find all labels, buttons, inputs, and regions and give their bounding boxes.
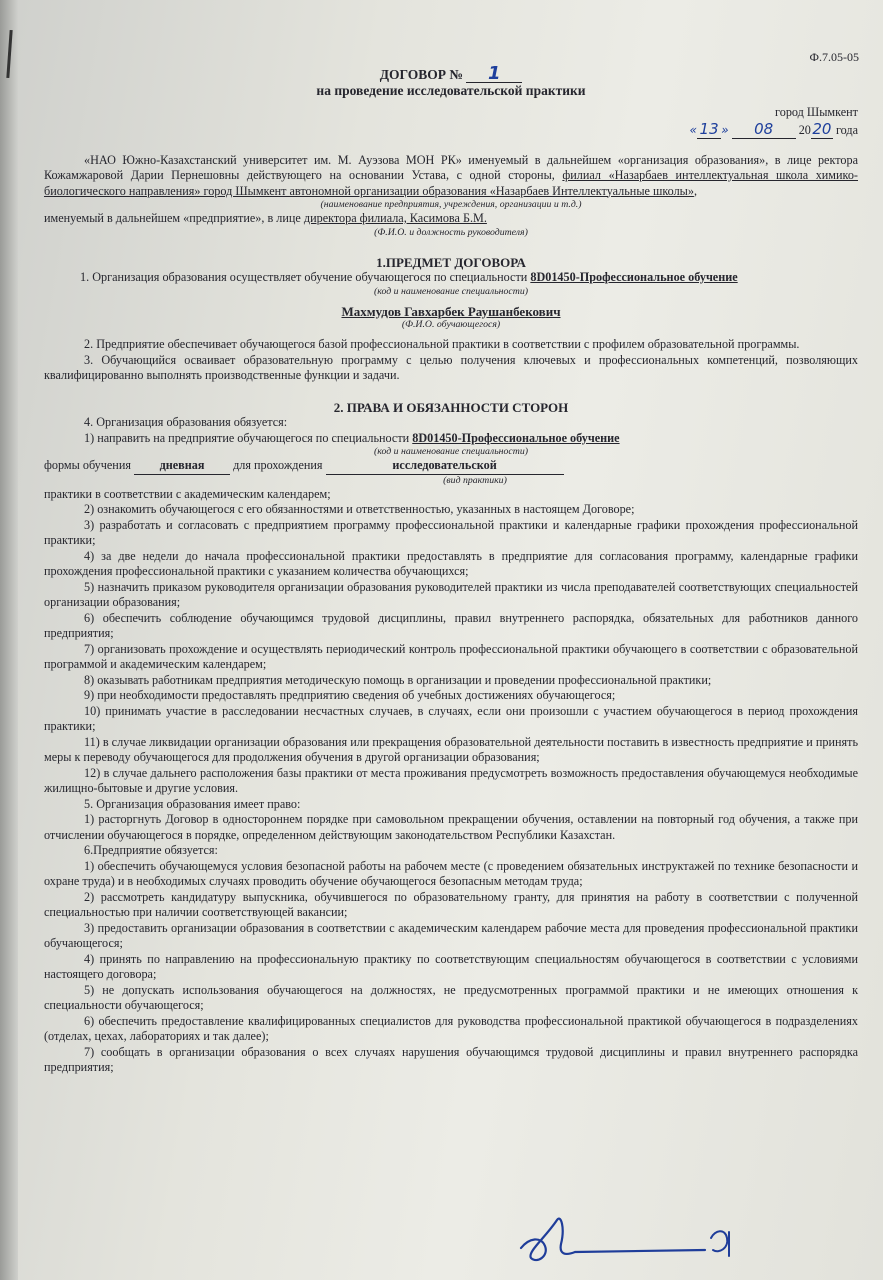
section-2-sub-9: 9) при необходимости предоставлять предприятию сведения об учебных достижениях обучающегося; xyxy=(84,688,616,702)
section-2-sub-1 xyxy=(44,431,858,447)
section-2-sub-11: 11) в случае ликвидации организации образования или прекращения образовательной деятельности поставить в известность предприятие и принять меры к переводу обучающегося для продолжения обучения в другой организации образования; xyxy=(44,734,858,764)
contract-title xyxy=(44,63,858,84)
preamble-text: «НАО Южно-Казахстанский университет им. М. Ауэзова МОН РК» именуемый в дальнейшем «организация образования», в лице ректора Кожамжаровой Дарии Пернешовны действующего на основании Устава, с одной стороны, xyxy=(44,152,858,182)
section-2-item-6-sub-1: 1) обеспечить обучающемуся условия безопасной работы на рабочем месте (с проведением обязательных инструктажей по технике безопасности и охране труда) и в необходимых случаях проводить обучение обучающегося безопасным методам труда; xyxy=(44,858,858,888)
section-2-item-6-sub-5: 5) не допускать использования обучающегося на должностях, не предусмотренных программой практики и не имеющих отношения к специальности обучающегося; xyxy=(44,982,858,1012)
year-prefix: 20 xyxy=(798,123,811,137)
preamble-representative xyxy=(44,211,858,227)
section-2-item-6-sub-2: 2) рассмотреть кандидатуру выпускника, обучившегося по образовательному гранту, для принятия на работу в соответствии с полученной специальностью при наличии соответствующей вакансии; xyxy=(44,889,858,919)
city: город Шымкент xyxy=(775,104,858,119)
section-2-sub-4: 4) за две недели до начала профессиональной практики предоставлять в предприятие для согласования программу, календарные графики прохождения профессиональной практики с указанием количества обучающихся; xyxy=(44,548,858,578)
sub1-tail: практики в соответствии с академическим календарем; xyxy=(44,486,331,501)
practice-type: исследовательской xyxy=(326,458,564,475)
section-2-item-6-sub-6: 6) обеспечить предоставление квалифицированных специалистов для руководства профессиональной практикой обучающегося в подразделениях (отделах, цехах, лабораториях и так далее); xyxy=(44,1013,858,1043)
section-2-sub-12: 12) в случае дальнего расположения базы практики от места проживания предусмотреть возможность предоставления обучающемуся необходимые жилищно-бытовые и другие условия. xyxy=(44,765,858,795)
section-1-item-1 xyxy=(44,270,858,286)
sub1-text: 1) направить на предприятие обучающегося по специальности xyxy=(84,430,413,445)
section-2-item-6-sub-3: 3) предоставить организации образования в соответствии с академическим календарем рабочие места для проведения профессиональной практики обучающегося; xyxy=(44,920,858,950)
date-close-quote: » xyxy=(721,123,729,137)
date-day: 13 xyxy=(697,122,721,139)
section-2-item-4: 4. Организация образования обязуется: xyxy=(84,415,288,429)
form-label: формы обучения xyxy=(44,458,131,472)
section-2-sub-6: 6) обеспечить соблюдение обучающимся трудовой дисциплины, правил внутреннего распорядка, обязательных для работников данного предприятия; xyxy=(44,610,858,640)
contract-body xyxy=(44,50,858,1076)
date-open-quote: « xyxy=(689,123,698,137)
contract-date xyxy=(44,122,858,139)
section-2-sub-2: 2) ознакомить обучающегося с его обязанностями и ответственностью, указанных в настоящем Договоре; xyxy=(84,502,635,516)
year-word: года xyxy=(835,123,858,137)
section-1-item-2: 2. Предприятие обеспечивает обучающегося базой профессиональной практики в соответствии с профилем образовательной программы. xyxy=(84,337,800,351)
date-month: 08 xyxy=(732,122,796,139)
form-number: Ф.7.05-05 xyxy=(809,50,859,64)
study-form-line xyxy=(44,458,858,475)
page-shadow xyxy=(0,0,18,1280)
representative-name: директора филиала, Касимова Б.М. xyxy=(303,211,487,225)
preamble-comma: , xyxy=(693,183,697,198)
enterprise-name: филиал «Назарбаев интеллектуальная школа химико-биологического направления» город Шымкент автономной организации образования «Назарбаев Интеллектуальные школы» xyxy=(44,168,858,198)
contract-number: 1 xyxy=(466,66,522,83)
item1-text: 1. Организация образования осуществляет обучение обучающегося по специальности xyxy=(80,270,531,284)
preamble-parties xyxy=(44,153,858,200)
year-suffix: 20 xyxy=(812,120,832,138)
sub1-specialty-note: (код и наименование специальности) xyxy=(373,446,528,457)
representative-text: именуемый в дальнейшем «предприятие», в лице xyxy=(44,211,304,225)
practice-note: (вид практики) xyxy=(443,474,507,486)
section-2-sub-5: 5) назначить приказом руководителя организации образования руководителей практики из числа преподавателей соответствующих специальностей организации образования; xyxy=(44,579,858,609)
specialty-note: (код и наименование специальности) xyxy=(373,285,528,297)
for-label: для прохождения xyxy=(233,458,323,472)
title-prefix: ДОГОВОР № xyxy=(379,67,463,82)
section-2-sub-7: 7) организовать прохождение и осуществлять периодический контроль профессиональной практики обучающего в соответствии с образовательной программой и академическим календарем; xyxy=(44,641,858,671)
specialty-code: 8D01450-Профессиональное обучение xyxy=(530,270,738,284)
section-2-sub-10: 10) принимать участие в расследовании несчастных случаев, в случаях, если они произошли с участием обучающегося в период прохождения практики; xyxy=(44,703,858,733)
section-2-item-6-sub-7: 7) сообщать в организации образования о всех случаях нарушения обучающимся трудовой дисциплины и правил внутреннего распорядка предприятия; xyxy=(44,1044,858,1074)
representative-note: (Ф.И.О. и должность руководителя) xyxy=(374,226,528,238)
student-note: (Ф.И.О. обучающегося) xyxy=(401,319,501,330)
sub1-specialty: 8D01450-Профессиональное обучение xyxy=(412,430,620,445)
handwritten-signature xyxy=(515,1208,745,1274)
contract-subtitle: на проведение исследовательской практики xyxy=(316,83,586,98)
section-2-item-5: 5. Организация образования имеет право: xyxy=(84,796,301,811)
section-2-item-6-sub-4: 4) принять по направлению на профессиональную практику по соответствующим специальностям обучающегося в соответствии с условиями настоящего договора; xyxy=(44,951,858,981)
section-1-item-3: 3. Обучающийся осваивает образовательную программу с целью получения ключевых и профессиональных компетенций, позволяющих квалифицированно выполнять производственные функции и задачи. xyxy=(44,352,858,382)
section-2-item-5-sub-1: 1) расторгнуть Договор в одностороннем порядке при самовольном прекращении обучения, оставлении на повторный год обучения, а также при отчислении обучающегося в порядке, определенном действующим законодательством Республики Казахстан. xyxy=(44,812,858,842)
study-form: дневная xyxy=(134,458,230,475)
section-2-sub-3: 3) разработать и согласовать с предприятием программу профессиональной практики и календарные графики прохождения профессиональной практики; xyxy=(44,517,858,547)
section-1-title: 1.ПРЕДМЕТ ДОГОВОРА xyxy=(376,254,526,270)
section-2-sub-8: 8) оказывать работникам предприятия методическую помощь в организации и проведении профессиональной практики; xyxy=(84,672,712,687)
section-2-title: 2. ПРАВА И ОБЯЗАННОСТИ СТОРОН xyxy=(333,399,569,415)
student-name: Махмудов Гавхарбек Раушанбекович xyxy=(341,303,561,319)
section-2-item-6: 6.Предприятие обязуется: xyxy=(84,843,218,857)
enterprise-note: (наименование предприятия, учреждения, организации и т.д.) xyxy=(320,199,582,210)
